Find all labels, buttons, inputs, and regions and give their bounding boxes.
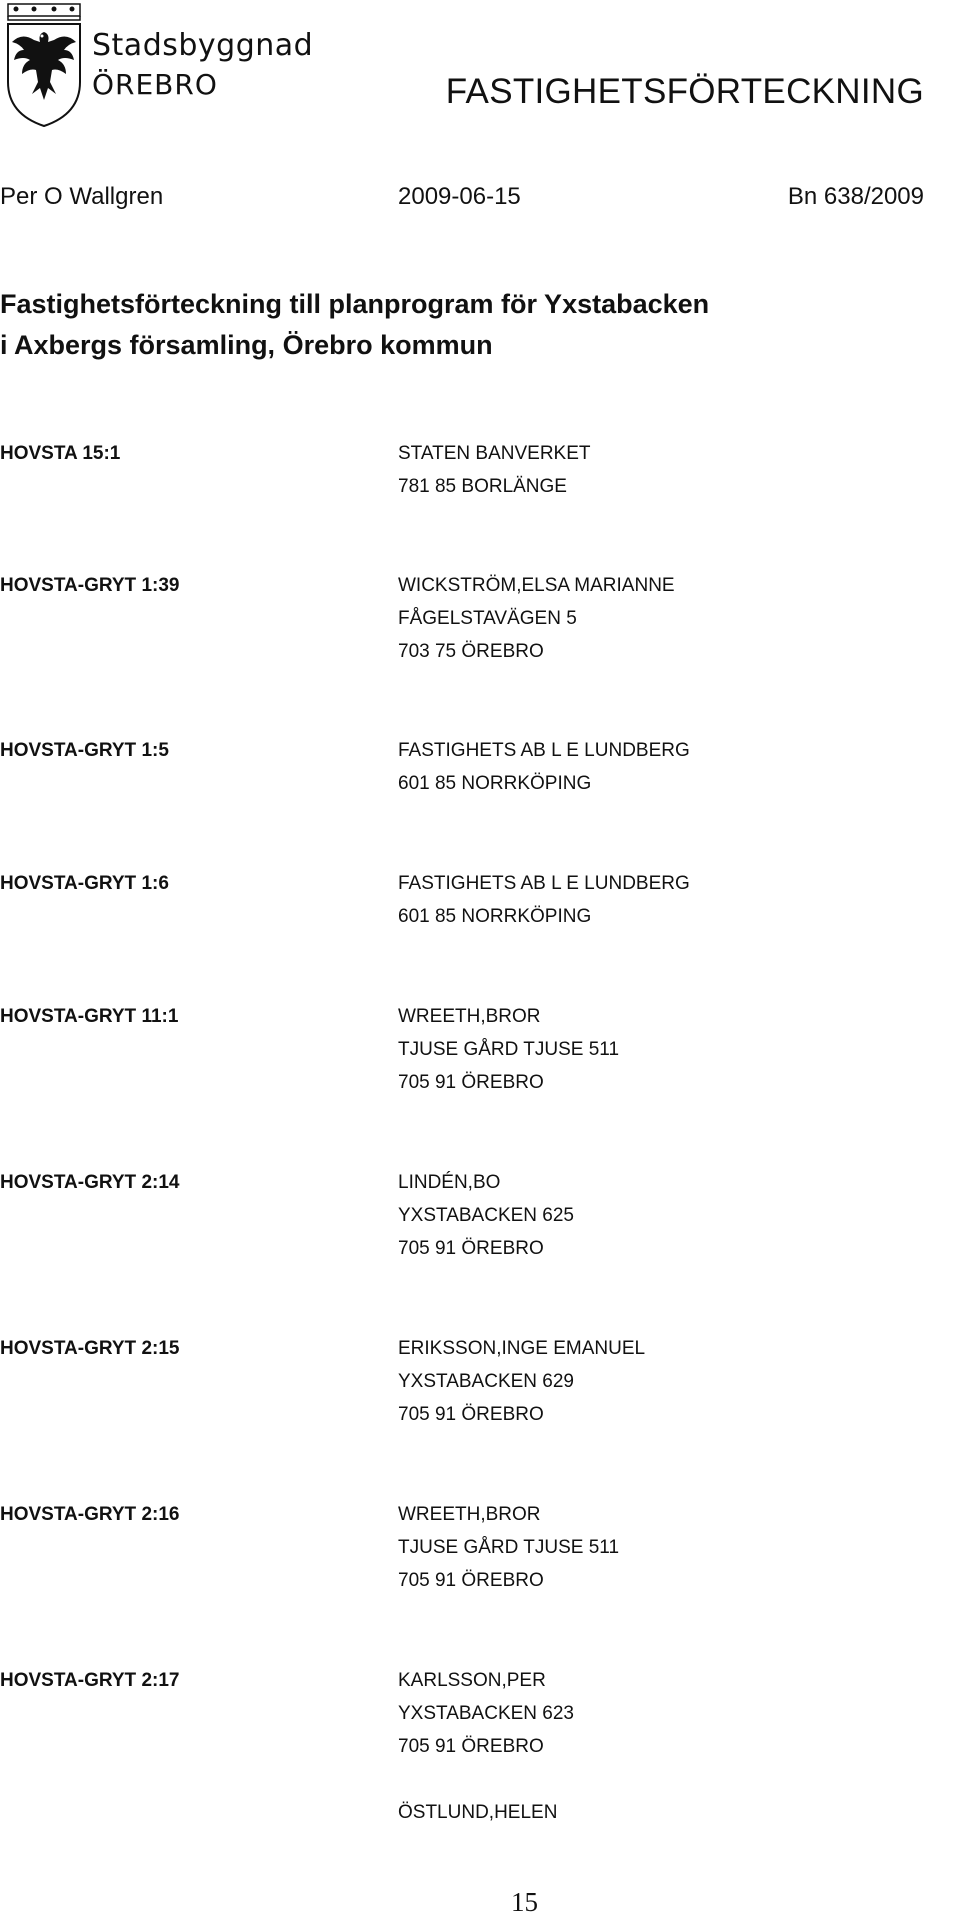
document-title: FASTIGHETSFÖRTECKNING: [445, 72, 924, 111]
list-item: [0, 1332, 960, 1498]
owner-line: 705 91 ÖREBRO: [398, 1570, 544, 1591]
page-number: 15: [511, 1887, 538, 1917]
owner-line: TJUSE GÅRD TJUSE 511: [398, 1537, 620, 1558]
property-designation: HOVSTA-GRYT 2:16: [0, 1504, 180, 1525]
owner-line: 781 85 BORLÄNGE: [398, 476, 567, 497]
coat-of-arms-icon: [4, 2, 84, 128]
owner-line: 601 85 NORRKÖPING: [398, 906, 592, 927]
owner-line: KARLSSON,PER: [398, 1670, 546, 1691]
owner-line: ÖSTLUND,HELEN: [398, 1802, 558, 1823]
property-designation: HOVSTA-GRYT 1:5: [0, 740, 169, 761]
property-designation: HOVSTA-GRYT 2:14: [0, 1172, 180, 1193]
owner-line: LINDÉN,BO: [398, 1172, 501, 1193]
property-designation: HOVSTA-GRYT 1:6: [0, 873, 169, 894]
owner-line: 703 75 ÖREBRO: [398, 641, 544, 662]
owner-line: 705 91 ÖREBRO: [398, 1238, 544, 1259]
property-designation: HOVSTA 15:1: [0, 443, 121, 464]
list-item: [0, 734, 960, 867]
owner-address: [398, 437, 960, 503]
logo-department-name: Stadsbyggnad: [92, 28, 314, 63]
owner-address: [398, 1664, 960, 1829]
property-designation: HOVSTA-GRYT 2:17: [0, 1670, 180, 1691]
owner-address: [398, 569, 960, 668]
property-list: [0, 437, 960, 1834]
list-item: [0, 1166, 960, 1332]
owner-address: [398, 734, 960, 800]
owner-line: STATEN BANVERKET: [398, 443, 591, 464]
property-designation: HOVSTA-GRYT 1:39: [0, 575, 180, 596]
owner-line: 705 91 ÖREBRO: [398, 1736, 544, 1757]
list-item: [0, 437, 960, 569]
logo-city-name: ÖREBRO: [92, 68, 218, 101]
list-item: [0, 1664, 960, 1834]
list-item: [0, 1498, 960, 1664]
author: Per O Wallgren: [0, 183, 164, 210]
reference-number: Bn 638/2009: [787, 183, 924, 210]
owner-line: ERIKSSON,INGE EMANUEL: [398, 1338, 646, 1359]
owner-line: YXSTABACKEN 623: [398, 1703, 575, 1724]
owner-line: 705 91 ÖREBRO: [398, 1072, 544, 1093]
owner-line: 601 85 NORRKÖPING: [398, 773, 592, 794]
owner-address: [398, 1000, 960, 1099]
owner-line: FASTIGHETS AB L E LUNDBERG: [398, 740, 690, 761]
owner-address: [398, 1166, 960, 1265]
subject-line-2: i Axbergs församling, Örebro kommun: [0, 330, 493, 360]
property-designation: HOVSTA-GRYT 11:1: [0, 1006, 179, 1027]
property-designation: HOVSTA-GRYT 2:15: [0, 1338, 180, 1359]
owner-line: [398, 1763, 960, 1796]
owner-line: TJUSE GÅRD TJUSE 511: [398, 1039, 620, 1060]
owner-address: [398, 867, 960, 933]
document-date: 2009-06-15: [398, 183, 521, 210]
owner-line: WREETH,BROR: [398, 1006, 541, 1027]
owner-line: YXSTABACKEN 629: [398, 1371, 575, 1392]
owner-address: [398, 1498, 960, 1597]
logo: [0, 0, 314, 130]
owner-address: [398, 1332, 960, 1431]
owner-line: FÅGELSTAVÄGEN 5: [398, 608, 577, 629]
list-item: [0, 1000, 960, 1166]
list-item: [0, 867, 960, 1000]
owner-line: WICKSTRÖM,ELSA MARIANNE: [398, 575, 675, 596]
document-subject: [0, 284, 709, 366]
subject-line-1: Fastighetsförteckning till planprogram för Yxstabacken: [0, 289, 710, 319]
owner-line: YXSTABACKEN 625: [398, 1205, 575, 1226]
owner-line: 705 91 ÖREBRO: [398, 1404, 544, 1425]
list-item: [0, 569, 960, 734]
owner-line: FASTIGHETS AB L E LUNDBERG: [398, 873, 690, 894]
owner-line: WREETH,BROR: [398, 1504, 541, 1525]
